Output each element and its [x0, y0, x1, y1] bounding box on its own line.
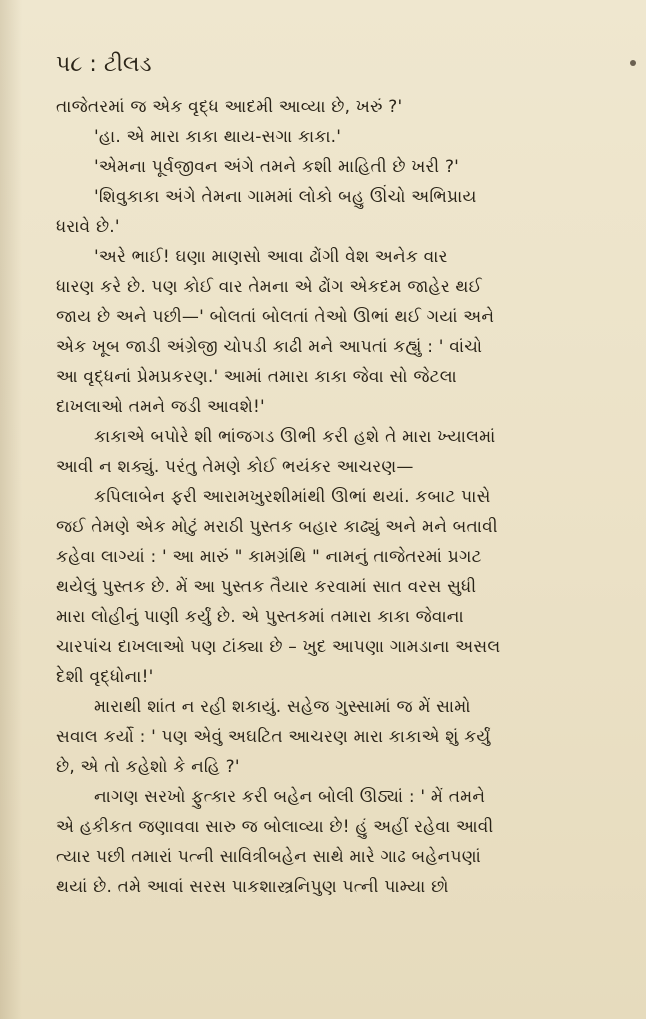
page-number: પ૮: [56, 52, 83, 77]
text-line: થયાં છે. તમે આવાં સરસ પાકશાસ્ત્રનિપુણ પત્ની પામ્યા છો: [56, 877, 449, 897]
text-line: દેશી વૃદ્ધોના!': [56, 667, 154, 687]
text-line: કાકાએ બપોરે શી ભાંજગડ ઊભી કરી હશે તે મારા ખ્યાલમાં: [94, 427, 496, 447]
text-line: નાગણ સરખો ફુત્કાર કરી બહેન બોલી ઊઠ્યાં : ' મેં તમને: [94, 787, 486, 807]
text-line: એક ખૂબ જાડી અંગ્રેજી ચોપડી કાઢી મને આપતાં કહ્યું : ' વાંચો: [56, 337, 483, 357]
page-body: [56, 92, 616, 902]
text-line: ધરાવે છે.': [56, 217, 120, 237]
text-line: એ હકીકત જણાવવા સારુ જ બોલાવ્યા છે! હું અહીં રહેવા આવી: [56, 817, 494, 837]
text-line: તાજેતરમાં જ એક વૃદ્ધ આદમી આવ્યા છે, ખરું ?': [56, 97, 403, 117]
header-separator: :: [89, 52, 97, 77]
text-line: આવી ન શક્યું. પરંતુ તેમણે કોઈ ભયંકર આચરણ—: [56, 457, 414, 477]
text-line: 'એમના પૂર્વજીવન અંગે તમને કશી માહિતી છે ખરી ?': [94, 157, 460, 177]
text-line: ધારણ કરે છે. પણ કોઈ વાર તેમના એ ઢોંગ એકદમ જાહેર થઈ: [56, 277, 482, 297]
book-title: ટીલડ: [103, 52, 152, 77]
text-line: 'અરે ભાઈ! ઘણા માણસો આવા ઢોંગી વેશ અનેક વાર: [94, 247, 448, 267]
text-line: મારાથી શાંત ન રહી શકાયું. સહેજ ગુસ્સામાં જ મેં સામો: [94, 697, 471, 717]
text-line: મારા લોહીનું પાણી કર્યું છે. એ પુસ્તકમાં તમારા કાકા જેવાના: [56, 607, 464, 627]
text-line: કપિલાબેન ફરી આરામખુરશીમાંથી ઊભાં થયાં. કબાટ પાસે: [94, 487, 491, 507]
text-line: છે, એ તો કહેશો કે નહિ ?': [56, 757, 240, 777]
text-line: આ વૃદ્ધનાં પ્રેમપ્રકરણ.' આમાં તમારા કાકા જેવા સો જેટલા: [56, 367, 457, 387]
text-line: જઈ તેમણે એક મોટું મરાઠી પુસ્તક બહાર કાઢ્યું અને મને બતાવી: [56, 517, 498, 537]
page-edge-mark: [630, 60, 636, 66]
text-line: જાય છે અને પછી—' બોલતાં બોલતાં તેઓ ઊભાં થઈ ગયાં અને: [56, 307, 495, 327]
page-header: [56, 50, 152, 80]
text-line: 'હા. એ મારા કાકા થાય-સગા કાકા.': [94, 127, 342, 147]
text-line: ચારપાંચ દાખલાઓ પણ ટાંક્યા છે – ખુદ આપણા ગામડાના અસલ: [56, 637, 501, 657]
text-line: કહેવા લાગ્યાં : ' આ મારું " કામગ્રંથિ " નામનું તાજેતરમાં પ્રગટ: [56, 547, 482, 567]
text-line: 'શિવુકાકા અંગે તેમના ગામમાં લોકો બહુ ઊંચો અભિપ્રાય: [94, 187, 477, 207]
text-line: થયેલું પુસ્તક છે. મેં આ પુસ્તક તૈયાર કરવામાં સાત વરસ સુધી: [56, 577, 477, 597]
text-line: દાખલાઓ તમને જડી આવશે!': [56, 397, 265, 417]
spine-shadow: [0, 0, 22, 1019]
text-line: સવાલ કર્યો : ' પણ એવું અઘટિત આચરણ મારા કાકાએ શું કર્યું: [56, 727, 491, 747]
text-line: ત્યાર પછી તમારાં પત્ની સાવિત્રીબહેન સાથે મારે ગાઢ બહેનપણાં: [56, 847, 481, 867]
